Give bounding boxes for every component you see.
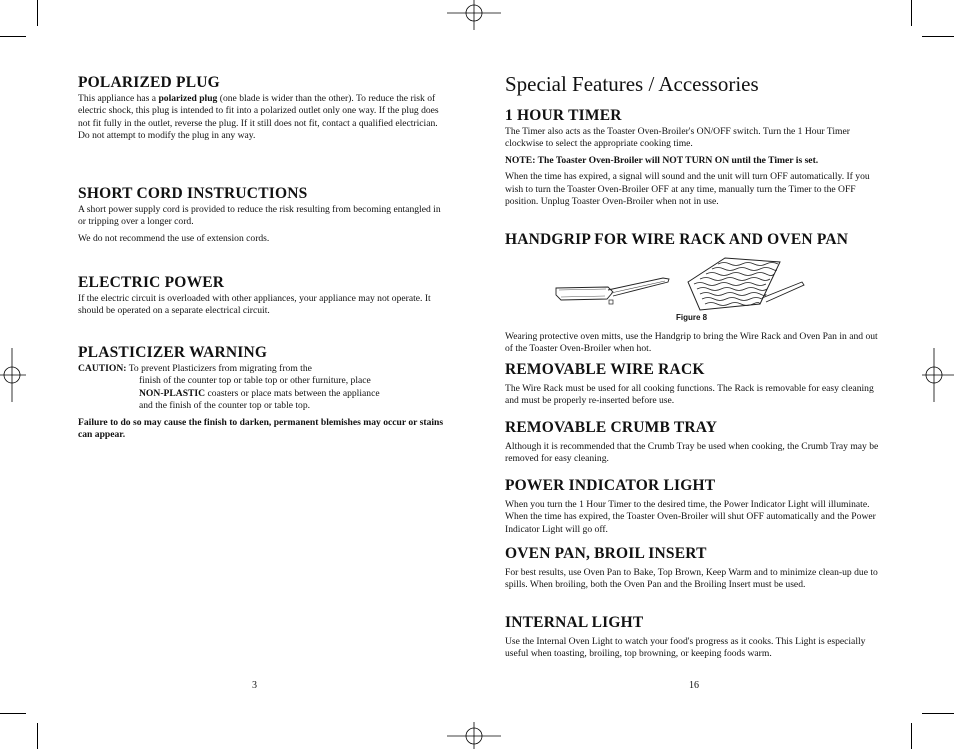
section-polarized-plug bbox=[78, 74, 446, 143]
section-body: Wearing protective oven mitts, use the Handgrip to bring the Wire Rack and Oven Pan in and out of the Toaster Oven-Broiler when hot. bbox=[505, 331, 878, 355]
registration-mark-top bbox=[447, 0, 501, 30]
section-heading: INTERNAL LIGHT bbox=[505, 614, 644, 631]
section-heading: PLASTICIZER WARNING bbox=[78, 344, 268, 361]
section-electric-power bbox=[78, 274, 446, 318]
crop-mark bbox=[911, 0, 912, 26]
section-crumb-tray bbox=[505, 419, 885, 466]
crop-mark bbox=[37, 0, 38, 26]
section-short-cord bbox=[78, 185, 446, 245]
section-body: A short power supply cord is provided to reduce the risk resulting from becoming entangled in or tripping over a longer cord. bbox=[78, 204, 441, 228]
timer-note: NOTE: The Toaster Oven-Broiler will NOT TURN ON until the Timer is set. bbox=[505, 154, 819, 166]
crop-mark bbox=[911, 723, 912, 749]
section-plasticizer bbox=[78, 344, 446, 441]
section-oven-pan bbox=[505, 545, 885, 592]
section-body: When you turn the 1 Hour Timer to the desired time, the Power Indicator Light will illuminate. When the time has expired, the Toaster Oven-Broiler will shut OFF automatically and the Power Indicator Light will go off. bbox=[505, 499, 876, 535]
registration-mark-right bbox=[922, 348, 954, 402]
section-body: Although it is recommended that the Crumb Tray be used when cooking, the Crumb Tray may be removed for easy cleaning. bbox=[505, 441, 879, 465]
crop-mark bbox=[922, 36, 954, 37]
section-heading: POLARIZED PLUG bbox=[78, 74, 220, 91]
section-body: This appliance has a polarized plug (one blade is wider than the other). To reduce the risk of electric shock, this plug is intended to fit into a polarized outlet only one way. If the plug does not fit fully in the outlet, reverse the plug. If it still does not fit, contact a qualified electrician. Do not attempt to modify the plug in any way. bbox=[78, 93, 439, 142]
section-heading: POWER INDICATOR LIGHT bbox=[505, 477, 716, 494]
section-body: The Timer also acts as the Toaster Oven-Broiler's ON/OFF switch. Turn the 1 Hour Timer clockwise to select the appropriate cooking time. bbox=[505, 126, 850, 150]
section-internal-light bbox=[505, 614, 885, 661]
figure-caption: Figure 8 bbox=[676, 313, 708, 322]
crop-mark bbox=[0, 713, 26, 714]
section-body: For best results, use Oven Pan to Bake, Top Brown, Keep Warm and to minimize clean-up due to spills. When broiling, both the Oven Pan and the Broiling Insert must be used. bbox=[505, 567, 878, 591]
section-heading: OVEN PAN, BROIL INSERT bbox=[505, 545, 707, 562]
crop-mark bbox=[0, 36, 26, 37]
page-number-right: 16 bbox=[689, 680, 699, 691]
handgrip-pan-illustration bbox=[553, 270, 673, 310]
section-handgrip-body bbox=[505, 331, 885, 356]
caution-text: CAUTION: To prevent Plasticizers from migrating from the finish of the counter top or table top or other furniture, place NON-PLASTIC coasters or place mats between the appliance and the finish of the counter top or table top. bbox=[78, 363, 380, 412]
page-title: Special Features / Accessories bbox=[505, 72, 759, 96]
crop-mark bbox=[922, 713, 954, 714]
section-body: When the time has expired, a signal will sound and the unit will turn OFF automatically. If you wish to turn the Toaster Oven-Broiler OFF at any time, manually turn the Timer to the OFF position. Unplug Toaster Oven-Broiler when not in use. bbox=[505, 171, 870, 208]
section-body: If the electric circuit is overloaded with other appliances, your appliance may not operate. It should be operated on a separate electrical circuit. bbox=[78, 293, 431, 317]
section-handgrip bbox=[505, 231, 885, 249]
handgrip-rack-illustration bbox=[680, 254, 806, 316]
section-timer bbox=[505, 107, 885, 208]
section-heading: REMOVABLE WIRE RACK bbox=[505, 361, 705, 378]
section-heading: 1 HOUR TIMER bbox=[505, 107, 622, 124]
section-body: The Wire Rack must be used for all cooking functions. The Rack is removable for easy cleaning and must be properly re-inserted before use. bbox=[505, 383, 874, 407]
section-wire-rack bbox=[505, 361, 885, 408]
section-body: We do not recommend the use of extension cords. bbox=[78, 232, 270, 244]
section-body: Use the Internal Oven Light to watch your food's progress as it cooks. This Light is especially useful when toasting, broiling, top browning, or keeping foods warm. bbox=[505, 636, 866, 660]
registration-mark-bottom bbox=[447, 722, 501, 749]
crop-mark bbox=[37, 723, 38, 749]
section-heading: REMOVABLE CRUMB TRAY bbox=[505, 419, 718, 436]
section-heading: HANDGRIP FOR WIRE RACK AND OVEN PAN bbox=[505, 231, 849, 248]
registration-mark-left bbox=[0, 348, 26, 402]
section-power-indicator bbox=[505, 477, 885, 536]
section-heading: SHORT CORD INSTRUCTIONS bbox=[78, 185, 308, 202]
failure-warning: Failure to do so may cause the finish to darken, permanent blemishes may occur or stains can appear. bbox=[78, 416, 444, 441]
section-heading: ELECTRIC POWER bbox=[78, 274, 225, 291]
page-number-left: 3 bbox=[252, 680, 257, 691]
